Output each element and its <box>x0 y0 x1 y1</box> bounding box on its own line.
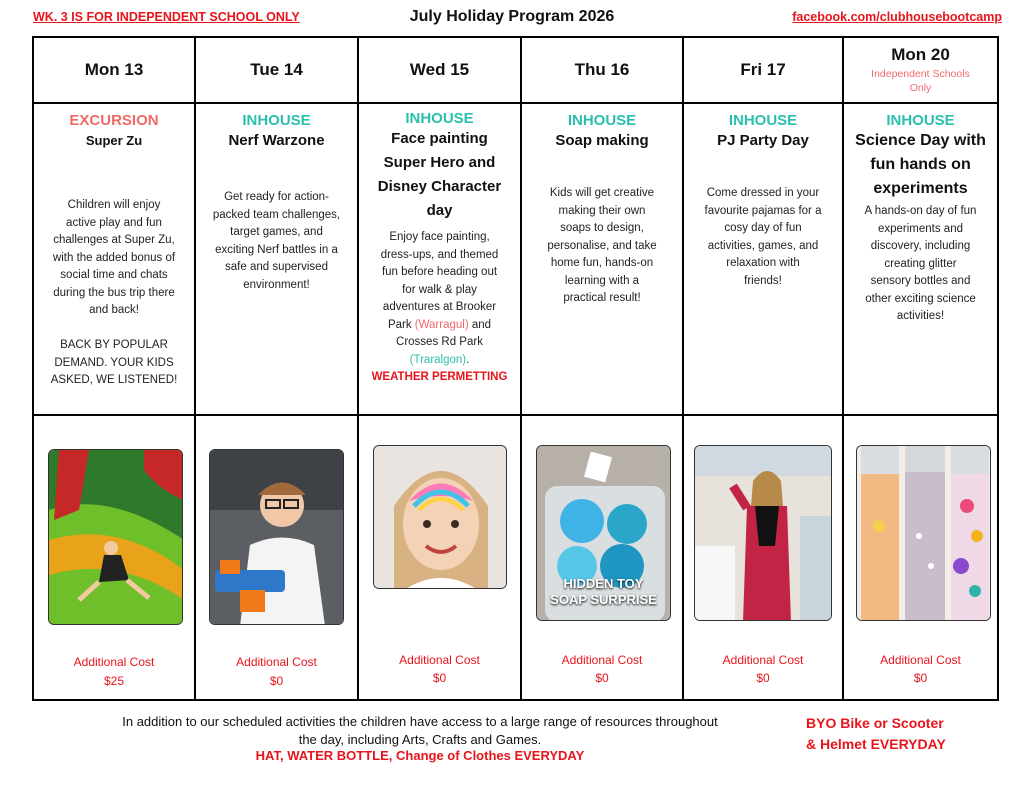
facebook-link[interactable]: facebook.com/clubhousebootcamp <box>792 10 1002 24</box>
activity-description: Get ready for action- packed team challenges, target games, and exciting Nerf battles in a safe and supervised environment! <box>212 191 341 291</box>
photo-cell-mon-20 <box>844 416 997 699</box>
activity-description: Kids will get creative making their own soaps to design, personalise, and take home fun, hands-on learning with a practical result! <box>547 187 657 304</box>
activity-type: INHOUSE <box>405 110 474 127</box>
pj-photo <box>694 445 832 621</box>
day-header-wed-15 <box>359 38 522 104</box>
activity-tue-14 <box>196 104 359 416</box>
cost-value: $25 <box>103 674 125 688</box>
cost-label: Additional Cost <box>236 655 317 669</box>
photo-cell-wed-15 <box>359 416 522 699</box>
daily-items-note: HAT, WATER BOTTLE, Change of Clothes EVERYDAY <box>255 748 585 763</box>
weather-warning: WEATHER PERMETTING <box>371 371 508 383</box>
activity-fri-17 <box>684 104 844 416</box>
independent-school-notice: WK. 3 IS FOR INDEPENDENT SCHOOL ONLY <box>33 10 300 24</box>
day-name: Mon 20 <box>891 45 950 64</box>
activity-name: Nerf Warzone <box>228 132 325 149</box>
sensory-bottles-illustration <box>857 446 991 621</box>
program-table <box>32 36 999 701</box>
activity-mon-20 <box>844 104 997 416</box>
page-title: July Holiday Program 2026 <box>409 8 615 25</box>
day-name: Fri 17 <box>740 60 786 79</box>
sensory-bottles-photo <box>856 445 991 621</box>
activity-mon-13 <box>34 104 196 416</box>
cost-value: $0 <box>432 671 447 685</box>
cost-label: Additional Cost <box>880 653 961 667</box>
face-paint-photo <box>373 445 507 589</box>
day-header-thu-16 <box>522 38 684 104</box>
activity-name: Super Zu <box>85 133 143 148</box>
photo-cell-thu-16 <box>522 416 684 699</box>
photo-cell-mon-13 <box>34 416 196 699</box>
day-name: Mon 13 <box>84 60 144 79</box>
face-paint-illustration <box>374 446 507 589</box>
activity-name: Science Day with fun hands on experiments <box>855 132 986 197</box>
day-name: Thu 16 <box>574 60 630 79</box>
activity-type: INHOUSE <box>886 112 955 129</box>
cost-label: Additional Cost <box>722 653 804 667</box>
slide-illustration <box>49 450 183 625</box>
soap-photo-caption: HIDDEN TOY SOAP SURPRISE <box>550 576 657 607</box>
nerf-illustration <box>210 450 344 625</box>
pj-illustration <box>695 446 832 621</box>
activity-type: EXCURSION <box>69 112 159 129</box>
cost-value: $0 <box>756 671 770 685</box>
activity-type: INHOUSE <box>567 112 637 129</box>
day-header-mon-13 <box>34 38 196 104</box>
cost-value: $0 <box>595 671 609 685</box>
day-subtitle <box>871 67 970 95</box>
day-name: Tue 14 <box>250 60 303 79</box>
activity-name: Soap making <box>555 132 649 149</box>
day-header-tue-14 <box>196 38 359 104</box>
cost-value: $0 <box>913 671 928 685</box>
activity-type: INHOUSE <box>242 112 311 129</box>
slide-photo <box>48 449 183 625</box>
byo-note: BYO Bike or Scooter & Helmet EVERYDAY <box>806 715 946 752</box>
activity-wed-15 <box>359 104 522 416</box>
activity-thu-16 <box>522 104 684 416</box>
cost-value: $0 <box>269 674 284 688</box>
subtitle-line: Independent Schools <box>871 68 970 80</box>
activity-description: A hands-on day of fun experiments and discovery, including creating glitter sensory bottles and other exciting science activities! <box>864 205 977 322</box>
cost-label: Additional Cost <box>561 653 643 667</box>
cost-label: Additional Cost <box>399 653 480 667</box>
activity-description: Enjoy face painting, dress-ups, and themed fun before heading out for walk & play adventures at Brooker Park (Warragul) and Crosses Rd Park (Traralgon). WEATHER PERMETTING <box>372 229 508 387</box>
cost-label: Additional Cost <box>73 655 155 669</box>
activity-description: Come dressed in your favourite pajamas for a cosy day of fun activities, games, and relaxation with friends! <box>704 187 822 287</box>
day-header-fri-17 <box>684 38 844 104</box>
subtitle-line: Only <box>909 82 932 94</box>
photo-cell-tue-14 <box>196 416 359 699</box>
activity-type: INHOUSE <box>728 112 798 129</box>
day-header-mon-20 <box>844 38 997 104</box>
activity-name: PJ Party Day <box>717 132 809 149</box>
soap-photo <box>536 445 671 621</box>
activity-name: Face painting Super Hero and Disney Character day <box>377 130 502 219</box>
resources-note: In addition to our scheduled activities the children have access to a large range of resources throughout the day, including Arts, Crafts and Games. <box>122 714 718 747</box>
photo-cell-fri-17 <box>684 416 844 699</box>
nerf-photo <box>209 449 344 625</box>
activity-description: Children will enjoy active play and fun challenges at Super Zu, with the added bonus of social time and chats during the bus trip there and back! BACK BY POPULAR DEMAND. YOUR KIDS ASKED, WE LISTENED! <box>50 199 178 386</box>
day-name: Wed 15 <box>409 60 470 79</box>
